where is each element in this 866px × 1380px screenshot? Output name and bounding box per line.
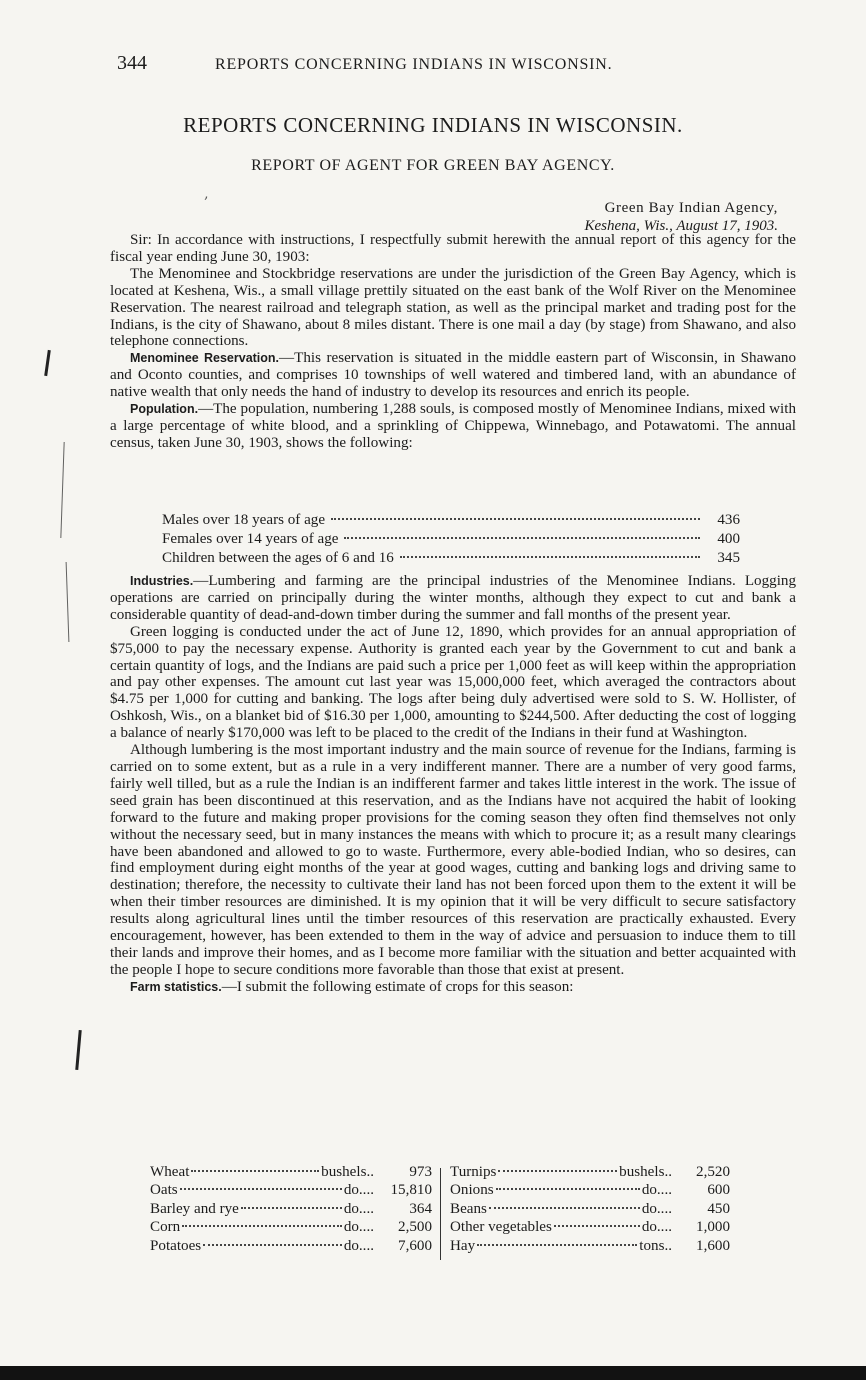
crop-value: 600 — [707, 1182, 730, 1199]
leader-dots — [344, 537, 700, 539]
crop-unit: do.... — [343, 1182, 374, 1199]
dateline-agency: Green Bay Indian Agency, — [604, 200, 778, 216]
report-body-top — [110, 232, 796, 452]
census-label: Children between the ages of 6 and 16 — [162, 550, 394, 566]
leader-dots — [489, 1207, 640, 1209]
crop-column-right — [450, 1164, 730, 1256]
crop-row — [450, 1201, 730, 1219]
stray-mark: ‚ — [204, 186, 209, 202]
crop-row — [450, 1219, 730, 1237]
census-row — [162, 512, 740, 531]
crop-name: Wheat — [150, 1164, 190, 1180]
text-farm-statistics: —I submit the following estimate of crops for this season: — [221, 978, 574, 995]
leader-dots — [496, 1188, 640, 1190]
census-value: 436 — [717, 512, 740, 528]
margin-pencil-mark — [44, 350, 51, 376]
crop-row — [150, 1164, 432, 1182]
margin-pencil-line — [66, 562, 70, 642]
report-body-bottom — [110, 573, 796, 996]
text-population: —The population, numbering 1,288 souls, is composed mostly of Menominee Indians, mixed with a large percentage of white blood, and a sprinkling of Chippewa, Winnebago, and Potawatomi. The annual census, taken June 30, 1903, shows the following: — [110, 401, 796, 451]
leader-dots — [331, 518, 700, 520]
census-row — [162, 550, 740, 569]
crop-unit: do.... — [641, 1200, 672, 1217]
crop-value: 2,500 — [398, 1219, 432, 1236]
report-subtitle: REPORT OF AGENT FOR GREEN BAY AGENCY. — [251, 157, 615, 174]
census-label: Females over 14 years of age — [162, 531, 339, 547]
leader-dots — [191, 1170, 319, 1172]
crop-estimate-table — [150, 1164, 740, 1264]
text-menominee-reservation: —This reservation is situated in the middle eastern part of Wisconsin, in Shawano and Oconto counties, and comprises 10 townships of well watered and timbered land, with an abundance of native wealth that only needs the hand of industry to develop its resources and enrich its people. — [110, 350, 796, 401]
census-value: 400 — [717, 531, 740, 547]
crop-name: Oats — [150, 1182, 178, 1199]
crop-name: Hay — [450, 1237, 476, 1254]
crop-value: 15,810 — [390, 1182, 432, 1199]
scan-bottom-edge — [0, 1366, 866, 1380]
crop-value: 1,000 — [696, 1219, 730, 1236]
heading-menominee-reservation: Menominee Reservation. — [130, 351, 280, 366]
census-value: 345 — [717, 550, 740, 566]
crop-value: 1,600 — [696, 1237, 730, 1254]
paragraph-industries — [110, 573, 796, 624]
text-industries: —Lumbering and farming are the principal industries of the Menominee Indians. Logging operations are carried on principally during the winter months, although they expect to cut and bank a considerable quantity of dead-and-down timber during the summer and fall months of the present year. — [110, 573, 796, 623]
crop-name: Other vegetables — [450, 1219, 552, 1236]
crop-unit: bushels.. — [321, 1164, 374, 1180]
running-head — [117, 52, 796, 82]
census-label: Males over 18 years of age — [162, 512, 326, 528]
crop-row — [450, 1164, 730, 1182]
crop-value: 450 — [707, 1200, 730, 1217]
heading-population: Population. — [130, 402, 199, 417]
crop-row — [150, 1219, 432, 1237]
page-title: REPORTS CONCERNING INDIANS IN WISCONSIN. — [183, 113, 683, 137]
leader-dots — [554, 1225, 640, 1227]
crop-name: Onions — [450, 1182, 494, 1199]
leader-dots — [400, 556, 700, 558]
crop-value: 973 — [409, 1164, 432, 1180]
crop-column-left — [150, 1164, 432, 1256]
leader-dots — [241, 1207, 342, 1209]
paragraph-green-logging: Green logging is conducted under the act of June 12, 1890, which provides for an annual appropriation of $75,000 to pay the necessary expense. Authority is granted each year by the Government to cut and bank a certain quantity of logs, and the Indians are paid such a price per 1,000 feet as will keep within the appropriation and pay other expenses. The amount cut last year was 15,000,000 feet, which averaged the contractors about $4.75 per 1,000 for cutting and banking. The logs after being duly advertised were sold to S. W. Hollister, of Oshkosh, Wis., on a blanket bid of $16.30 per 1,000, amounting to $244,500. After deducting the cost of logging a balance of nearly $170,000 was left to be placed to the credit of the Indians in their fund at Washington. — [110, 623, 796, 742]
crop-name: Corn — [150, 1219, 181, 1236]
dateline-place-date: Keshena, Wis., August 17, 1903. — [584, 218, 778, 234]
crop-unit: do.... — [343, 1219, 374, 1236]
paragraph-farm-statistics — [110, 979, 796, 996]
crop-name: Beans — [450, 1200, 487, 1217]
crop-row — [150, 1201, 432, 1219]
running-title: REPORTS CONCERNING INDIANS IN WISCONSIN. — [215, 56, 613, 73]
crop-row — [150, 1238, 432, 1256]
crop-value: 7,600 — [398, 1237, 432, 1254]
column-divider — [440, 1168, 441, 1260]
heading-farm-statistics: Farm statistics. — [130, 979, 222, 994]
crop-name: Turnips — [450, 1164, 497, 1180]
paragraph-salutation: Sir: In accordance with instructions, I respectfully submit herewith the annual report of this agency for the fiscal year ending June 30, 1903: — [110, 232, 796, 265]
crop-unit: do.... — [641, 1219, 672, 1236]
crop-unit: do.... — [343, 1200, 374, 1217]
leader-dots — [498, 1170, 617, 1172]
crop-value: 2,520 — [696, 1164, 730, 1180]
crop-name: Barley and rye — [150, 1200, 239, 1217]
crop-row — [150, 1182, 432, 1200]
census-row — [162, 531, 740, 550]
crop-name: Potatoes — [150, 1237, 202, 1254]
paragraph-farming: Although lumbering is the most important industry and the main source of revenue for the Indians, farming is carried on to some extent, but as a rule in a very indifferent manner. There are a number of very good farms, fairly well tilled, but as a rule the Indian is an indifferent farmer and takes little interest in the work. The issue of seed grain has been discontinued at this reservation, and as the Indians have not acquired the habit of looking forward to the future and making proper provisions for the coming season they often find themselves not only without the necessary seed, but in many instances the means with which to procure it; as a result many clearings have been abandoned and allowed to go to waste. Furthermore, every able-bodied Indian, who so desires, can find employment during eight months of the year at good wages, cutting and banking logs and driving same to destination; therefore, the necessity to cultivate their land has not been forced upon them to the extent it will be when their timber resources are diminished. It is my opinion that it will be very difficult to secure satisfactory results along agricultural lines until the timber resources of this reservation are practically exhausted. Every encouragement, however, has been extended to them in the way of advice and persuasion to induce them to till their lands and improve their homes, and as I become more familiar with the situation and better acquainted with the people I hope to secure conditions more favorable than those that exist at present. — [110, 742, 796, 978]
crop-unit: do.... — [343, 1237, 374, 1254]
crop-row — [450, 1238, 730, 1256]
crop-value: 364 — [409, 1200, 432, 1217]
leader-dots — [182, 1225, 342, 1227]
page-number: 344 — [117, 52, 147, 74]
margin-pencil-mark — [75, 1030, 81, 1070]
census-table — [162, 512, 740, 569]
crop-row — [450, 1182, 730, 1200]
leader-dots — [477, 1244, 637, 1246]
heading-industries: Industries. — [130, 574, 194, 588]
leader-dots — [180, 1188, 342, 1190]
crop-unit: bushels.. — [619, 1164, 672, 1180]
crop-unit: tons.. — [639, 1237, 672, 1254]
paragraph-location: The Menominee and Stockbridge reservations are under the jurisdiction of the Green Bay Agency, which is located at Keshena, Wis., a small village prettily situated on the east bank of the Wolf River on the Menominee Reservation. The nearest railroad and telegraph station, as well as the principal market and trading post for the Indians, is the city of Shawano, about 8 miles distant. There is one mail a day (by stage) from Shawano, and also telephone connections. — [110, 265, 796, 350]
crop-unit: do.... — [641, 1182, 672, 1199]
paragraph-reservation — [110, 350, 796, 401]
margin-pencil-line — [60, 442, 64, 538]
paragraph-population — [110, 401, 796, 452]
leader-dots — [203, 1244, 342, 1246]
